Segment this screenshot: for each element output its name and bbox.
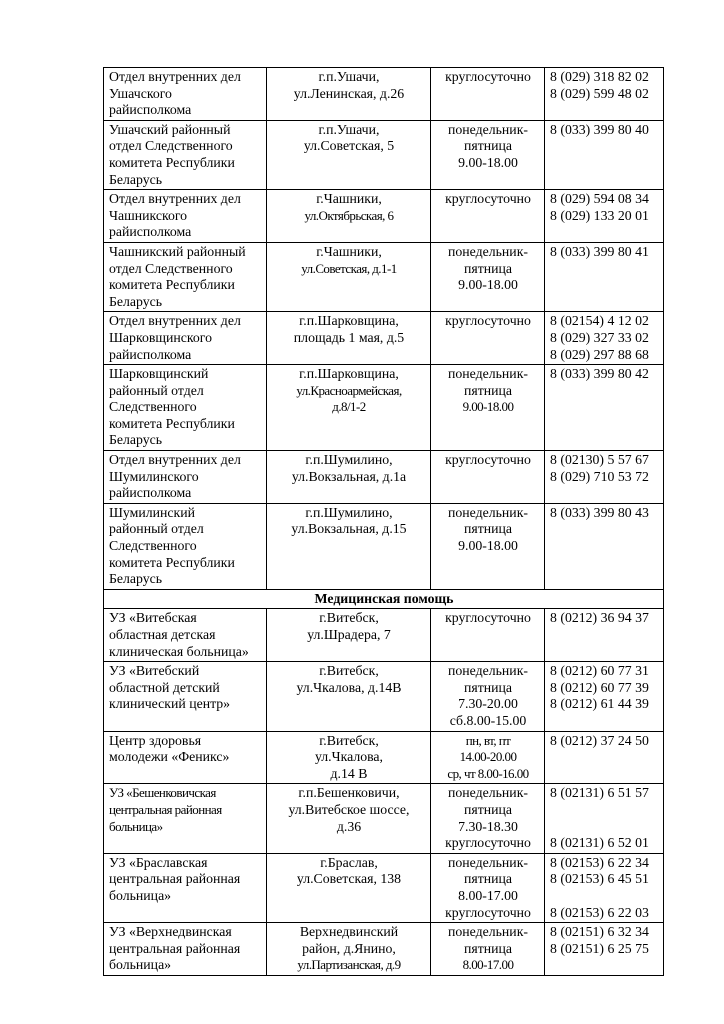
cell-line: г.п.Шумилино, bbox=[305, 504, 393, 520]
phone-number: 8 (02130) 5 57 67 bbox=[550, 452, 649, 468]
table-row bbox=[104, 190, 664, 243]
phone-number bbox=[550, 802, 659, 819]
section-header bbox=[104, 589, 664, 609]
table-row bbox=[104, 68, 664, 121]
cell-line: ул.Красноармейская, bbox=[296, 382, 402, 398]
cell-line: круглосуточно bbox=[445, 835, 531, 851]
cell-line: Чашникского bbox=[109, 207, 188, 223]
cell-line: д.14 В bbox=[330, 765, 368, 781]
cell-line: райисполкома bbox=[109, 224, 192, 240]
cell-line: 9.00-18.00 bbox=[458, 538, 518, 554]
hours-cell bbox=[431, 451, 545, 504]
phone-number: 8 (02151) 6 32 34 bbox=[550, 924, 649, 940]
phone-number: 8 (029) 133 20 01 bbox=[550, 207, 649, 223]
phone-cell bbox=[545, 662, 664, 731]
phone-number: 8 (029) 297 88 68 bbox=[550, 346, 649, 362]
cell-line: УЗ «Верхнедвинская bbox=[109, 924, 232, 940]
phone-number bbox=[550, 888, 659, 905]
cell-line: отдел Следственного bbox=[109, 260, 233, 276]
phone-number: 8 (02131) 6 52 01 bbox=[550, 835, 649, 851]
phone-number: 8 (033) 399 80 43 bbox=[550, 504, 649, 520]
phone-cell bbox=[545, 923, 664, 976]
cell-line: понедельник- bbox=[448, 785, 528, 801]
table-row bbox=[104, 662, 664, 731]
hours-cell bbox=[431, 853, 545, 922]
hours-cell bbox=[431, 242, 545, 311]
cell-line: ул.Витебское шоссе, bbox=[288, 801, 410, 817]
cell-line: Отдел внутренних дел bbox=[109, 452, 241, 468]
cell-line: круглосуточно bbox=[445, 452, 531, 468]
hours-cell bbox=[431, 365, 545, 451]
cell-line: понедельник- bbox=[448, 243, 528, 259]
org-cell bbox=[104, 662, 267, 731]
phone-number: 8 (0212) 36 94 37 bbox=[550, 610, 649, 626]
hours-cell bbox=[431, 503, 545, 589]
cell-line: пятница bbox=[463, 801, 513, 817]
cell-line: г.п.Шумилино, bbox=[305, 452, 393, 468]
cell-line: больница» bbox=[109, 818, 163, 834]
cell-line: центральная районная bbox=[109, 940, 241, 956]
hours-cell bbox=[431, 312, 545, 365]
phone-number: 8 (029) 599 48 02 bbox=[550, 85, 649, 101]
cell-line: пятница bbox=[463, 940, 513, 956]
cell-line: круглосуточно bbox=[445, 904, 531, 920]
phone-number: 8 (02153) 6 22 03 bbox=[550, 904, 649, 920]
cell-line: комитета Республики bbox=[109, 554, 235, 570]
cell-line: УЗ «Витебский bbox=[109, 663, 200, 679]
cell-line: сб.8.00-15.00 bbox=[449, 712, 527, 728]
org-cell bbox=[104, 120, 267, 189]
hours-cell bbox=[431, 662, 545, 731]
cell-line: райисполкома bbox=[109, 102, 192, 118]
phone-number: 8 (02131) 6 51 57 bbox=[550, 785, 649, 801]
cell-line: ср, чт 8.00-16.00 bbox=[447, 765, 529, 781]
address-cell bbox=[267, 242, 431, 311]
org-cell bbox=[104, 451, 267, 504]
cell-line: 8.00-17.00 bbox=[462, 957, 514, 973]
cell-line: Беларусь bbox=[109, 171, 163, 187]
cell-line: Беларусь bbox=[109, 571, 163, 587]
cell-line: УЗ «Бешенковичская bbox=[109, 785, 216, 801]
cell-line: пятница bbox=[463, 382, 513, 398]
phone-number: 8 (02153) 6 45 51 bbox=[550, 871, 649, 887]
hours-cell bbox=[431, 923, 545, 976]
table-row bbox=[104, 451, 664, 504]
address-cell bbox=[267, 784, 431, 853]
phone-number: 8 (0212) 60 77 31 bbox=[550, 663, 649, 679]
cell-line: д.36 bbox=[336, 818, 362, 834]
org-cell bbox=[104, 68, 267, 121]
cell-line: площадь 1 мая, д.5 bbox=[293, 329, 405, 345]
cell-line: Следственного bbox=[109, 399, 197, 415]
cell-line: г.п.Шарковщина, bbox=[299, 366, 399, 382]
org-cell bbox=[104, 503, 267, 589]
address-cell bbox=[267, 312, 431, 365]
org-cell bbox=[104, 312, 267, 365]
hours-cell bbox=[431, 68, 545, 121]
table-row bbox=[104, 923, 664, 976]
cell-line: УЗ «Браславская bbox=[109, 854, 208, 870]
phone-number: 8 (02151) 6 25 75 bbox=[550, 940, 649, 956]
cell-line: понедельник- bbox=[448, 366, 528, 382]
address-cell bbox=[267, 120, 431, 189]
phone-number: 8 (029) 710 53 72 bbox=[550, 468, 649, 484]
cell-line: клинический центр» bbox=[109, 696, 231, 712]
address-cell bbox=[267, 662, 431, 731]
phone-cell bbox=[545, 312, 664, 365]
cell-line: г.Витебск, bbox=[319, 732, 379, 748]
cell-line: 7.30-18.30 bbox=[458, 818, 518, 834]
table-row bbox=[104, 731, 664, 784]
cell-line: Отдел внутренних дел bbox=[109, 191, 241, 207]
cell-line: центральная районная bbox=[109, 871, 241, 887]
table-row bbox=[104, 365, 664, 451]
address-cell bbox=[267, 731, 431, 784]
cell-line: центральная районная bbox=[109, 801, 222, 817]
phone-cell bbox=[545, 242, 664, 311]
hours-cell bbox=[431, 609, 545, 662]
cell-line: ул.Ленинская, д.26 bbox=[293, 85, 405, 101]
cell-line: Ушачского bbox=[109, 85, 172, 101]
cell-line: Беларусь bbox=[109, 293, 163, 309]
cell-line: молодежи «Феникс» bbox=[109, 749, 230, 765]
cell-line: круглосуточно bbox=[445, 610, 531, 626]
cell-line: Чашникский районный bbox=[109, 243, 246, 259]
cell-line: ул.Вокзальная, д.15 bbox=[291, 521, 407, 537]
cell-line: ул.Партизанская, д.9 bbox=[297, 957, 401, 973]
table-row bbox=[104, 609, 664, 662]
cell-line: г.Чашники, bbox=[316, 191, 382, 207]
cell-line: г.Браслав, bbox=[320, 854, 378, 870]
table-row bbox=[104, 312, 664, 365]
phone-number: 8 (0212) 60 77 39 bbox=[550, 679, 649, 695]
cell-line: Беларусь bbox=[109, 432, 163, 448]
cell-line: понедельник- bbox=[448, 504, 528, 520]
cell-line: понедельник- bbox=[448, 121, 528, 137]
cell-line: Верхнедвинский bbox=[299, 924, 399, 940]
contacts-table bbox=[103, 67, 664, 976]
phone-cell bbox=[545, 784, 664, 853]
phone-number: 8 (033) 399 80 40 bbox=[550, 121, 649, 137]
cell-line: пятница bbox=[463, 260, 513, 276]
phone-number: 8 (029) 318 82 02 bbox=[550, 69, 649, 84]
cell-line: круглосуточно bbox=[445, 69, 531, 84]
police-rows bbox=[104, 68, 664, 590]
cell-line: г.Витебск, bbox=[319, 610, 379, 626]
cell-line: клиническая больница» bbox=[109, 643, 249, 659]
org-cell bbox=[104, 853, 267, 922]
cell-line: д.8/1-2 bbox=[332, 399, 366, 415]
cell-line: круглосуточно bbox=[445, 313, 531, 329]
cell-line: г.Витебск, bbox=[319, 663, 379, 679]
hours-cell bbox=[431, 190, 545, 243]
cell-line: Ушачский районный bbox=[109, 121, 231, 137]
address-cell bbox=[267, 609, 431, 662]
phone-cell bbox=[545, 853, 664, 922]
cell-line: г.п.Бешенковичи, bbox=[298, 785, 400, 801]
cell-line: райисполкома bbox=[109, 346, 192, 362]
cell-line: пятница bbox=[463, 138, 513, 154]
cell-line: г.п.Шарковщина, bbox=[299, 313, 399, 329]
cell-line: комитета Республики bbox=[109, 154, 235, 170]
table-row bbox=[104, 120, 664, 189]
cell-line: 8.00-17.00 bbox=[458, 887, 518, 903]
address-cell bbox=[267, 923, 431, 976]
phone-cell bbox=[545, 120, 664, 189]
cell-line: Отдел внутренних дел bbox=[109, 69, 241, 84]
cell-line: райисполкома bbox=[109, 485, 192, 501]
cell-line: 14.00-20.00 bbox=[459, 749, 517, 765]
cell-line: ул.Советская, 5 bbox=[303, 138, 395, 154]
cell-line: 9.00-18.00 bbox=[458, 277, 518, 293]
cell-line: ул.Чкалова, д.14В bbox=[296, 679, 402, 695]
cell-line: ул.Советская, д.1-1 bbox=[301, 260, 397, 276]
table-row bbox=[104, 503, 664, 589]
phone-number: 8 (0212) 37 24 50 bbox=[550, 732, 649, 748]
phone-cell bbox=[545, 503, 664, 589]
phone-number: 8 (02154) 4 12 02 bbox=[550, 313, 649, 329]
cell-line: ул.Шрадера, 7 bbox=[307, 627, 391, 642]
cell-line: Отдел внутренних дел bbox=[109, 313, 241, 329]
address-cell bbox=[267, 365, 431, 451]
address-cell bbox=[267, 503, 431, 589]
cell-line: 9.00-18.00 bbox=[462, 399, 514, 415]
cell-line: район, д.Янино, bbox=[302, 940, 396, 956]
phone-cell bbox=[545, 609, 664, 662]
cell-line: Центр здоровья bbox=[109, 732, 202, 748]
phone-cell bbox=[545, 190, 664, 243]
phone-number: 8 (029) 594 08 34 bbox=[550, 191, 649, 207]
cell-line: ул.Вокзальная, д.1а bbox=[291, 468, 407, 484]
cell-line: пятница bbox=[463, 521, 513, 537]
hours-cell bbox=[431, 784, 545, 853]
org-cell bbox=[104, 365, 267, 451]
org-cell bbox=[104, 731, 267, 784]
cell-line: ул.Чкалова, bbox=[314, 749, 384, 765]
address-cell bbox=[267, 853, 431, 922]
cell-line: комитета Республики bbox=[109, 277, 235, 293]
cell-line: Следственного bbox=[109, 538, 197, 554]
org-cell bbox=[104, 784, 267, 853]
org-cell bbox=[104, 190, 267, 243]
cell-line: Шарковщинского bbox=[109, 329, 212, 345]
cell-line: Шарковщинский bbox=[109, 366, 209, 382]
section-row bbox=[104, 589, 664, 609]
phone-cell bbox=[545, 365, 664, 451]
section-title: Медицинская помощь bbox=[104, 589, 664, 609]
cell-line: круглосуточно bbox=[445, 191, 531, 207]
phone-number: 8 (02153) 6 22 34 bbox=[550, 854, 649, 870]
cell-line: больница» bbox=[109, 957, 172, 973]
hours-cell bbox=[431, 731, 545, 784]
phone-number: 8 (029) 327 33 02 bbox=[550, 329, 649, 345]
cell-line: 7.30-20.00 bbox=[458, 696, 518, 712]
table-row bbox=[104, 853, 664, 922]
cell-line: отдел Следственного bbox=[109, 138, 233, 154]
phone-cell bbox=[545, 68, 664, 121]
table-row bbox=[104, 242, 664, 311]
cell-line: областной детский bbox=[109, 679, 220, 695]
cell-line: больница» bbox=[109, 887, 172, 903]
cell-line: районный отдел bbox=[109, 521, 204, 537]
cell-line: районный отдел bbox=[109, 382, 204, 398]
phone-cell bbox=[545, 731, 664, 784]
cell-line: комитета Республики bbox=[109, 415, 235, 431]
address-cell bbox=[267, 68, 431, 121]
cell-line: Шумилинского bbox=[109, 468, 199, 484]
phone-cell bbox=[545, 451, 664, 504]
org-cell bbox=[104, 923, 267, 976]
cell-line: УЗ «Витебская bbox=[109, 610, 197, 626]
phone-number: 8 (0212) 61 44 39 bbox=[550, 696, 649, 712]
hours-cell bbox=[431, 120, 545, 189]
address-cell bbox=[267, 451, 431, 504]
org-cell bbox=[104, 609, 267, 662]
cell-line: г.п.Ушачи, bbox=[318, 121, 380, 137]
cell-line: 9.00-18.00 bbox=[458, 154, 518, 170]
phone-number: 8 (033) 399 80 42 bbox=[550, 366, 649, 382]
cell-line: пятница bbox=[463, 679, 513, 695]
phone-number bbox=[550, 819, 659, 836]
table-row bbox=[104, 784, 664, 853]
cell-line: ул.Советская, 138 bbox=[296, 871, 402, 887]
cell-line: понедельник- bbox=[448, 924, 528, 940]
cell-line: пн, вт, пт bbox=[465, 732, 511, 748]
cell-line: г.п.Ушачи, bbox=[318, 69, 380, 84]
medical-rows bbox=[104, 609, 664, 975]
address-cell bbox=[267, 190, 431, 243]
cell-line: Шумилинский bbox=[109, 504, 195, 520]
cell-line: понедельник- bbox=[448, 663, 528, 679]
cell-line: ул.Октябрьская, 6 bbox=[304, 207, 394, 223]
org-cell bbox=[104, 242, 267, 311]
cell-line: пятница bbox=[463, 871, 513, 887]
phone-number: 8 (033) 399 80 41 bbox=[550, 243, 649, 259]
cell-line: г.Чашники, bbox=[316, 243, 382, 259]
cell-line: областная детская bbox=[109, 627, 216, 642]
cell-line: понедельник- bbox=[448, 854, 528, 870]
